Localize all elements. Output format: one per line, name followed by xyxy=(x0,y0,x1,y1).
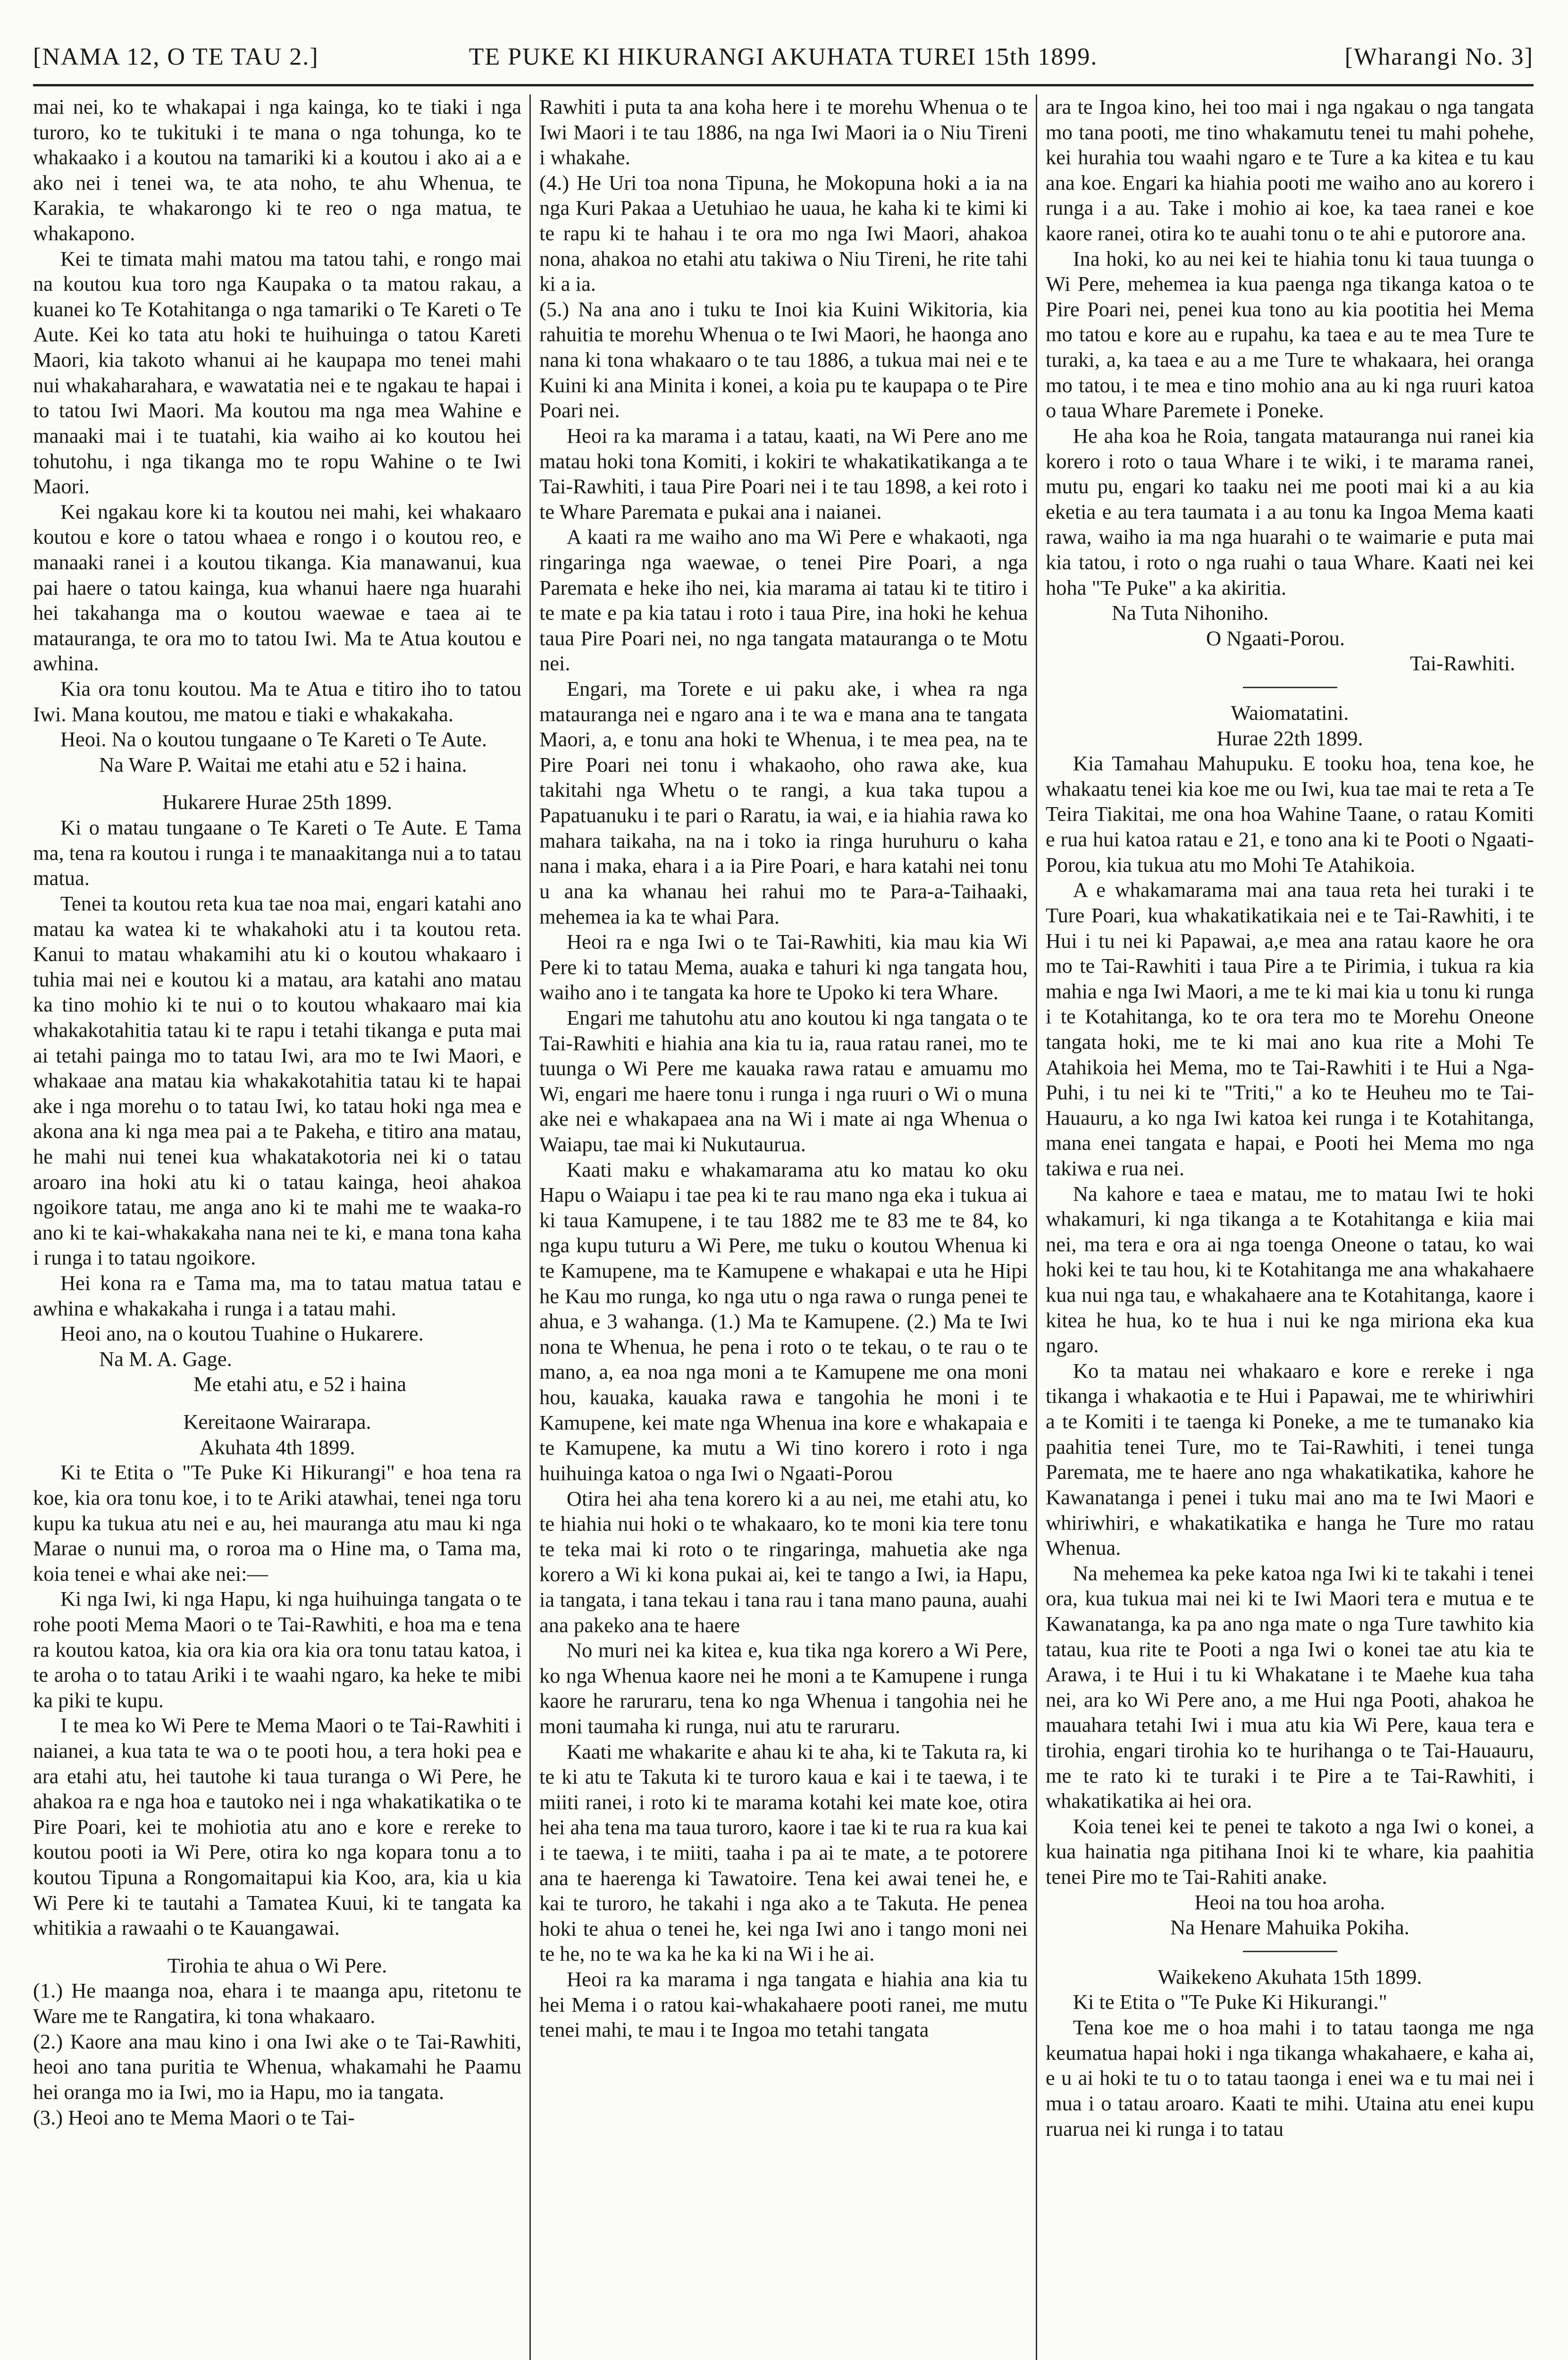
paragraph: Engari me tahutohu atu ano koutou ki nga tangata o te Tai-Rawhiti e hiahia ana kia tu ia, raua ratau ranei, mo te tuunga o Wi Pere me kauaka rawa ratau e amuamu mo Wi, engari me haere tonu i runga i nga ruuri o Wi o muna ake nei e whakapaea ana na Wi i mate ai nga Whenua o Waiapu, tae mai ki Nukutaurua. xyxy=(539,1005,1028,1156)
paragraph: Na mehemea ka peke katoa nga Iwi ki te takahi i tenei ora, kua tukua mai nei ki te Iwi Maori tera e mutua e te Kawanatanga, ka pa ano nga mate o nga Ture tawhito kia tatau, kua rite te Pooti a nga Iwi o konei tae atu kia te Arawa, i te Hui i tu ki Whakatane i te Maehe kua taha nei, ara ko Wi Pere ano, a me Hui nga Pooti, ahakoa he mauahara tetahi Iwi i mua atu kia Wi Pere, kaua tera e tirohia, engari tirohia ko te hurihanga o te Tai-Hauauru, me te rato ki te turaki i te Pire a te Tai-Rawhiti, i whakatikatika ai hei ora. xyxy=(1046,1561,1534,1813)
signature-line: Na Tuta Nihoniho. xyxy=(1112,601,1269,625)
paragraph: Ki te Etita o "Te Puke Ki Hikurangi." xyxy=(1073,1990,1387,2014)
signature-line: Me etahi atu, e 52 i haina xyxy=(193,1372,407,1396)
section-heading: Tirohia te ahua o Wi Pere. xyxy=(167,1953,387,1977)
paragraph: Tena koe me o hoa mahi i to tatau taonga me nga keumatua hapai hoki i nga tikanga whakahaere, e kaha ai, e u ai hoki te tu o to tatau taonga i enei wa e tu mai nei i mua i o tatau aroaro. Kaati te mihi. Utaina atu enei kupu ruarua nei ki runga i to tatau xyxy=(1046,2015,1534,2141)
paragraph: Rawhiti i puta ta ana koha here i te morehu Whenua o te Iwi Maori i te tau 1886, na nga Iwi Maori ia o Niu Tireni i whakahe. xyxy=(539,95,1028,169)
signature-line: Tai-Rawhiti. xyxy=(1409,651,1515,675)
paragraph: Heoi ano, na o koutou Tuahine o Hukarere. xyxy=(60,1322,424,1346)
section-separator xyxy=(1243,687,1337,688)
newspaper-title: TE PUKE KI HIKURANGI AKUHATA TUREI 15th 1899. xyxy=(469,43,1098,70)
paragraph: Ki te Etita o "Te Puke Ki Hikurangi" e hoa tena ra koe, kia ora tonu koe, i to te Ariki atawhai, tenei nga toru kupu ka tukua atu nei e au, hei mauranga atu mau ki nga Marae o nunui ma, o roroa ma o Hine ma, o Tama ma, koia tenei e whai ake nei:— xyxy=(33,1460,521,1585)
centered-line: Akuhata 4th 1899. xyxy=(199,1435,355,1459)
section-heading: Kereitaone Wairarapa. xyxy=(183,1410,371,1434)
paragraph: Otira hei aha tena korero ki a au nei, me etahi atu, ko te hiahia nui hoki o te whakaaro, ko te moni kia tere tonu te teka mai ki roto o te ringaringa, mahuetia ake nga korero a Wi ki kona pukai ai, kei te tango a Iwi, ia Hapu, ia tangata, i tana tekau i tana rau i tana mano pauna, auahi ana pakeko ana te haere xyxy=(539,1486,1028,1637)
numbered-item: (5.) Na ana ano i tuku te Inoi kia Kuini Wikitoria, kia rahuitia te morehu Whenua o te Iwi Maori, he haonga ano nana ki tona whakaaro o te tau 1886, a tukua mai nei e te Kuini ki ana Minita i konei, a koia pu te kaupapa o te Pire Poari nei. xyxy=(539,297,1028,422)
paragraph: Heoi ra e nga Iwi o te Tai-Rawhiti, kia mau kia Wi Pere ki to tatau Mema, auaka e tahuri ki nga tangata hou, waiho ano i te tangata ka hore te Upoko ki tera Whare. xyxy=(539,930,1028,1004)
masthead-rule xyxy=(33,84,1534,86)
paragraph: Kia ora tonu koutou. Ma te Atua e titiro iho to tatou Iwi. Mana koutou, me matou e tiaki e whakakaha. xyxy=(33,677,521,726)
section-heading: Hukarere Hurae 25th 1899. xyxy=(162,790,392,814)
paragraph: No muri nei ka kitea e, kua tika nga korero a Wi Pere, ko nga Whenua kaore nei he moni a te Kamupene i runga kaore he raruraru, tena ko nga Whenua i tangohia nei he moni taumaha ki runga, nui atu te raruraru. xyxy=(539,1638,1028,1738)
paragraph: Heoi ra ka marama i nga tangata e hiahia ana kia tu hei Mema i o ratou kai-whakahaere pooti ranei, me mutu tenei mahi, te mau i te Ingoa mo tetahi tangata xyxy=(539,1967,1028,2042)
column-divider xyxy=(529,94,531,2360)
signature-line: Na Ware P. Waitai me etahi atu e 52 i haina. xyxy=(99,752,467,776)
paragraph: A kaati ra me waiho ano ma Wi Pere e whakaoti, nga ringaringa nga waewae, o tenei Pire Poari, a nga Paremata e heke iho nei, kia marama ai tatau ki te titiro i te mate e pa kia tatau i roto i taua Pire, ina hoki he kehua taua Pire Poari nei, no nga tangata matauranga o te Motu nei. xyxy=(539,525,1028,675)
paragraph: Koia tenei kei te penei te takoto a nga Iwi o konei, a kua hainatia nga pitihana Inoi ki te whare, kia paahitia tenei Pire mo te Tai-Rahiti anake. xyxy=(1046,1814,1534,1889)
masthead xyxy=(33,33,1534,80)
paragraph: ara te Ingoa kino, hei too mai i nga ngakau o nga tangata mo tana pooti, me tino whakamutu tenei tu mahi pohehe, kei hurahia tou waahi ngaro e te Ture a ka kitea e tu kau ana koe. Engari ka hiahia pooti me waiho ano au korero i runga i a au. Take i mohio ai koe, ka taea ranei e koe kaore ranei, otira ko te auahi tonu o te ahi e putorore ana. xyxy=(1046,95,1534,245)
paragraph: Ki nga Iwi, ki nga Hapu, ki nga huihuinga tangata o te rohe pooti Mema Maori o te Tai-Rawhiti, e hoa ma e tena ra koutou katoa, kia ora kia ora kia ora tonu tatau katoa, i te aroha o to tatau Ariki i te waahi ngaro, ka heke te mibi ka piki te kupu. xyxy=(33,1587,521,1712)
paragraph: He aha koa he Roia, tangata matauranga nui ranei kia korero i roto o taua Whare i te wiki, i te marama ranei, mutu pu, engari ko taaku nei me pooti mai ki a au kia eketia e au tera taumata i a au tonu ka Ingoa Mema kaati rawa, waiho ia ma nga huarahi o te waimarie e puta mai kia tatou, i roto o nga ruahi o taua Whare. Kaati nei kei hoha "Te Puke" a ka akiritia. xyxy=(1046,423,1534,599)
paragraph: Engari, ma Torete e ui paku ake, i whea ra nga matauranga nei e ngaro ana i te wa e mana ana te tangata Maori, a, e tonu ana hoki te Whenua, i te mea pea, na te Pire Poari nei tonu i whakaoho, oho rawa ake, kua takitahi nga Whetu o te rangi, a kua taka tupou a Papatuanuku i te pari o Raratu, ia wai, e ia hiahia rawa ko mahara taikaha, na na i toko ia ringa huruhuru o kaha nana i maka, ehara i a ia Pire Poari, e hara katahi nei tonu u ana ka whanau hei rahui mo te Para-a-Taihaaki, mehemea ia ka te whai Para. xyxy=(539,677,1028,928)
paragraph: Kei ngakau kore ki ta koutou nei mahi, kei whakaaro koutou e kore o tatou whaea e rongo i o koutou reo, e manaaki ranei i a koutou tikanga. Kia manawanui, kua pai haere o tatou kainga, kua whanui haere nga huarahi hei takahanga ma o koutou waewae e taea ai te matauranga, te ora mo to tatou Iwi. Ma te Atua koutou e awhina. xyxy=(33,499,521,675)
issue-number: [NAMA 12, O TE TAU 2.] xyxy=(33,43,319,70)
paragraph: Tenei ta koutou reta kua tae noa mai, engari katahi ano matau ka watea ki te whakahoki atu i ta koutou reta. Kanui to matau whakamihi atu ki o koutou whakaaro i tuhia mai nei e koutou ki a matau, ara katahi ano matau ka tino mohio ki te nui o to koutou whakaaro mai kia whakakotahitia tatau ki te rapu i tetahi tikanga e puta mai ai tetahi painga mo to tatau Iwi, ara mo te Iwi Maori, e whakaae ana matau kia whakakotahitia tatau ki te hapai ake i nga morehu o to tatau Iwi, ko tatau hoki nga mea e akona ana ki nga mea pai a te Pakeha, e titiro ana matau, he mahi nui tenei kua whakatakotoria nei ki o tatau aroaro ina hoki atu ki o tatau kainga, heoi ahakoa ngoikore tatau, me anga ano ki te mahi me te waaka-ro ano ki te kai-whakakaha nana nei te ki, e mana tona kaha i runga i to tatau ngoikore. xyxy=(33,891,521,1270)
numbered-item: (2.) Kaore ana mau kino i ona Iwi ake o te Tai-Rawhiti, heoi ano tana puritia te Whenua, whakamahi he Paamu hei oranga mo ia Iwi, mo ia Hapu, mo ia tangata. xyxy=(33,2029,521,2104)
paragraph: Ko ta matau nei whakaaro e kore e rereke i nga tikanga i whakaotia e te Hui i Papawai, me te whiriwhiri a te Komiti i te taenga ki Poneke, a me te tumanako kia paahitia tenei Ture, mo te Tai-Rawhiti, i tenei tunga Paremata, me te haere ano nga whakatikatika, kahore he Kawanatanga i penei i tuku mai ano ma te Iwi Maori e whiriwhiri, e whakatikatika e hanga he Ture mo ratau Whenua. xyxy=(1046,1358,1534,1560)
numbered-item: (1.) He maanga noa, ehara i te maanga apu, ritetonu te Ware me te Rangatira, ki tona whakaaro. xyxy=(33,1979,521,2028)
paragraph: mai nei, ko te whakapai i nga kainga, ko te tiaki i nga turoro, ko te tukituki i te mana o nga tohunga, ko te whakaako i a koutou na tamariki ki a koutou i ako ai a e ako nei i tenei wa, te ata noho, te ahu Whenua, te Karakia, te whakarongo ki te reo o nga matua, te whakapono. xyxy=(33,95,521,245)
paragraph: Kaati maku e whakamarama atu ko matau ko oku Hapu o Waiapu i tae pea ki te rau mano nga eka i tukua ai ki taua Kamupene, i te tau 1882 me te 83 me te 84, ko nga kupu tuturu a Wi Pere, me tuku o koutou Whenua ki te Kamupene, ma te Kamupene e whakapai e uta he Hipi he Kau mo runga, ko nga utu o nga rawa o runga penei te ahua, e 3 wahanga. (1.) Ma te Kamupene. (2.) Ma te Iwi nona te Whenua, he pena i roto o te tekau, o te rau o te mano, a, ea noa nga moni a te Kamupene me ona moni hou, kauaka, kauaka rawa e tangohia he moni i te Kamupene, kei mate nga Whenua ina kore e whakapaia e te Kamupene, ka mutu a Wi tino korero i roto i nga huihuinga katoa o nga Iwi o Ngaati-Porou xyxy=(539,1157,1028,1485)
centered-line: Na Henare Mahuika Pokiha. xyxy=(1170,1915,1409,1939)
paragraph: Kaati me whakarite e ahau ki te aha, ki te Takuta ra, ki te ki atu te Takuta ki te turoro kaua e kai i te taewa, i te miiti ranei, i roto ki te marama kotahi kei mate koe, otira hei aha tena ma taua turoro, kaore i tae ki te rua ra kua kai i te taewa, i te miiti, taaha i pa ai te mate, a te potorere ana te haerenga ki Tawatoire. Tena kei awai tenei he, e kai te turoro, he takahi i nga ako a te Takuta. He penea hoki te ahua o tenei he, kei nga Iwi ano i tango moni nei te he, no te wa ka he ka ki na Wi i he ai. xyxy=(539,1739,1028,1966)
section-heading: Waikekeno Akuhata 15th 1899. xyxy=(1157,1964,1422,1989)
paragraph: A e whakamarama mai ana taua reta hei turaki i te Ture Poari, kua whakatikatikaia nei e te Tai-Rawhiti, i te Hui i tu nei ki Papawai, a,e mea ana ratau kaore he ora mo te Tai-Rawhiti i taua Pire a te Pirimia, i tukua ra kia mahia e nga Iwi Maori, a me te ki mai kia u tonu ki runga i te Kotahitanga, ko te ora tera mo te Morehu Oneone tangata hoki, me te ki mai ano kua rite a Mohi Te Atahikoia hei Mema, mo te Tai-Rawhiti i te Hui a Nga-Puhi, i tu nei ki te "Triti," a ko te Heuheu mo te Tai-Hauauru, a ko nga Iwi katoa kei runga i te Kotahitanga, mana enei tangata e hapai, e Pooti hei Mema mo nga takiwa e rua nei. xyxy=(1046,878,1534,1180)
centered-line: Hurae 22th 1899. xyxy=(1216,726,1363,750)
paragraph: Heoi ra ka marama i a tatau, kaati, na Wi Pere ano me matau hoki tona Komiti, i kokiri te whakatikatikanga a te Tai-Rawhiti, i taua Pire Poari nei i te tau 1898, a kei roto i te Whare Paremata e pukai ana i naianei. xyxy=(539,423,1028,523)
signature-line: Na M. A. Gage. xyxy=(99,1347,232,1371)
paragraph: Ki o matau tungaane o Te Kareti o Te Aute. E Tama ma, tena ra koutou i runga i te manaakitanga nui a to tatau matua. xyxy=(33,816,521,890)
paragraph: I te mea ko Wi Pere te Mema Maori o te Tai-Rawhiti i naianei, a kua tata te wa o te pooti hou, a tera hoki pea e ara etahi atu, hei tautohe ki taua turanga o Wi Pere, he ahakoa ra e nga hoa e tautoko nei i nga whakatikatika o te Pire Poari, kei te mohiotia atu ano e kore e rereke to koutou pooti ia Wi Pere, otira ko nga kopara tonu a to koutou Tipuna a Rongomaitapui kia Koo, ara, kia u kia Wi Pere ki te tautahi a Tamatea Kuui, ki te tangata ka whitikia a rawaahi o te Kauangawai. xyxy=(33,1713,521,1940)
paragraph: Hei kona ra e Tama ma, ma to tatau matua tatau e awhina e whakakaha i runga i a tatau mahi. xyxy=(33,1271,521,1320)
paragraph: Heoi. Na o koutou tungaane o Te Kareti o Te Aute. xyxy=(60,727,487,751)
paragraph: Na kahore e taea e matau, me to matau Iwi te hoki whakamuri, ki nga tikanga a te Kotahitanga e kiia mai nei, ma tera e ora ai nga toenga Oneone o tatau, ko wai hoki kei te tau hou, ki te Kotahitanga me ana whakahaere kua nui nga tau, e whakahaere ana te Kotahitanga, kaore i kitea he hua, ko te hua i nui ke nga miriona eka kua ngaro. xyxy=(1046,1181,1534,1357)
centered-line: Heoi na tou hoa aroha. xyxy=(1194,1890,1385,1914)
paragraph: Kei te timata mahi matou ma tatou tahi, e rongo mai na koutou kua toro nga Kaupaka o ta matou rakau, a kuanei ko Te Kotahitanga o nga tamariki o Te Kareti o Te Aute. Kei ko tata atu hoki te huihuinga o tatou Kareti Maori, kia takoto whanui ai he kaupapa mo tenei mahi nui whakaharahara, e wawatatia nei e te ngakau te hapai i to tatou Iwi Maori. Ma koutou ma nga mea Wahine e manaaki mai i te tuatahi, kia waiho ai ko koutou hei tohutohu, i nga tikanga mo te ropu Wahine o te Iwi Maori. xyxy=(33,246,521,498)
column-1 xyxy=(33,94,521,2360)
paragraph: Kia Tamahau Mahupuku. E tooku hoa, tena koe, he whakaatu tenei kia koe me ou Iwi, kua tae mai te reta a Te Teira Tiakitai, me ona hoa Wahine Taane, o ratau Komiti e rua hui katoa ratau e 21, e tono ana ki te Pooti o Ngaati-Porou, kia tukua atu mo Mohi Te Atahikoia. xyxy=(1046,751,1534,877)
section-heading: Waiomatatini. xyxy=(1231,701,1349,725)
signature-line: O Ngaati-Porou. xyxy=(1206,626,1345,650)
column-2 xyxy=(539,94,1028,2360)
paragraph: Ina hoki, ko au nei kei te hiahia tonu ki taua tuunga o Wi Pere, mehemea ia kua paenga nga tikanga katoa o te Pire Poari nei, penei kua tono au kia pootitia hei Mema mo tatou e kore au e rupahu, ka taea e au te mea Ture te turaki, a, ka taea e au a me Ture te whakaara, hei oranga mo tatou, i te mea e tino mohio ana au ki nga ruuri katoa o taua Whare Paremete i Poneke. xyxy=(1046,246,1534,422)
column-divider xyxy=(1036,94,1037,2360)
numbered-item: (3.) Heoi ano te Mema Maori o te Tai- xyxy=(33,2105,355,2129)
numbered-item: (4.) He Uri toa nona Tipuna, he Mokopuna hoki a ia na nga Kuri Pakaa a Uetuhiao he uaua, he kaha ki te kimi ki te rapu ki te hahau i te ora mo nga Iwi Maori, ahakoa nona, ahakoa no etahi atu takiwa o Niu Tireni, he rite tahi ki a ia. xyxy=(539,170,1028,296)
column-3 xyxy=(1046,94,1534,2360)
page-number: [Wharangi No. 3] xyxy=(1344,43,1534,70)
section-separator xyxy=(1243,1951,1337,1952)
